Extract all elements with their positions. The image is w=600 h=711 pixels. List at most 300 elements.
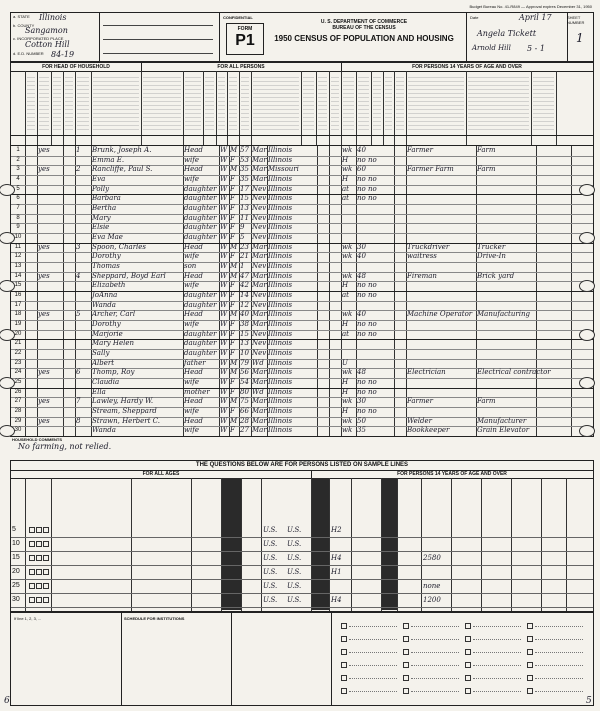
cell-age: 12 <box>240 300 249 309</box>
cell-relationship: wife <box>184 426 199 435</box>
sample-line-number: 10 <box>12 540 20 547</box>
cell-household: 7 <box>76 397 81 406</box>
colhead-fineprint <box>318 77 327 133</box>
cell-work <box>342 233 354 243</box>
cell-industry <box>477 156 535 166</box>
sheet-value: 1 <box>576 31 584 45</box>
cell-household: 8 <box>76 416 81 425</box>
cell-industry <box>477 320 535 330</box>
enumerator-value: Angela Tickett <box>477 29 537 38</box>
cell-marital: Mar <box>252 426 267 435</box>
cell-line: 28 <box>14 408 22 414</box>
sample-title: THE QUESTIONS BELOW ARE FOR PERSONS LISTED ON SAMPLE LINES <box>11 461 593 471</box>
cell-name: Eva <box>92 175 106 183</box>
cell-occupation <box>407 301 475 311</box>
sample-row <box>11 565 593 580</box>
footer-checkbox <box>403 649 409 655</box>
cell-farm <box>38 214 60 224</box>
cell-hours: 30 <box>357 397 366 406</box>
cell-household <box>76 233 88 243</box>
cell-occupation <box>407 407 475 417</box>
cell-marital: Mar <box>252 252 267 261</box>
footer-checkbox <box>465 649 471 655</box>
cell-birthplace: Illinois <box>268 213 293 222</box>
sample-mother-birth: U.S. <box>287 554 302 562</box>
cell-line: 27 <box>14 398 22 405</box>
colhead-fineprint <box>331 77 339 133</box>
cell-line: 1 <box>16 147 20 153</box>
cell-farm: yes <box>38 416 50 425</box>
cell-race: W <box>220 252 228 261</box>
cell-name: Sally <box>92 349 110 357</box>
table-row <box>11 426 593 437</box>
cell-occupation: Fireman <box>407 271 437 280</box>
cell-farm <box>38 388 60 398</box>
cell-industry <box>477 175 535 185</box>
cell-occupation: waitress <box>407 252 437 261</box>
form-p1-box <box>226 23 264 55</box>
cell-line: 12 <box>14 253 22 260</box>
cell-sex: F <box>230 175 235 183</box>
cell-farm <box>38 426 60 436</box>
state-label: a. STATE <box>13 14 30 19</box>
cell-farm <box>38 233 60 243</box>
enumerator-cell <box>466 13 568 61</box>
sample-line-marker <box>0 184 15 196</box>
footer-checkbox <box>403 636 409 642</box>
cell-farm <box>38 378 60 388</box>
sample-income <box>423 523 451 537</box>
cell-work: wk <box>342 310 353 319</box>
cell-age: 54 <box>240 378 249 386</box>
cell-sex: M <box>230 242 238 251</box>
cell-work: wk <box>342 146 353 154</box>
cell-household <box>76 320 88 330</box>
cell-occupation <box>407 223 475 233</box>
cell-relationship: daughter <box>184 194 217 203</box>
footer-checkbox <box>341 636 347 642</box>
cell-race: W <box>220 329 228 338</box>
sample-checkbox <box>43 555 49 561</box>
cell-race: W <box>220 194 228 203</box>
cell-birthplace: Illinois <box>268 310 293 319</box>
cell-birthplace: Illinois <box>268 271 293 280</box>
cell-occupation <box>407 349 475 359</box>
colhead-rule <box>216 71 217 145</box>
cell-household <box>76 330 88 340</box>
cell-hours: 40 <box>357 310 366 319</box>
cell-age: 38 <box>240 320 249 328</box>
cell-industry <box>477 349 535 359</box>
colhead-fineprint <box>229 77 237 133</box>
colhead-rule <box>37 71 38 145</box>
cell-occupation <box>407 291 475 301</box>
sample-checkbox <box>29 569 35 575</box>
footer-fill-line <box>473 626 521 627</box>
cell-farm: yes <box>38 397 50 406</box>
sample-father-birth: U.S. <box>263 526 278 534</box>
colhead-fineprint <box>143 77 181 133</box>
colhead-rule <box>466 71 467 145</box>
cell-race: W <box>220 378 228 386</box>
cell-name: Thomas <box>92 262 120 270</box>
footer-checkbox <box>403 623 409 629</box>
cell-industry: Manufacturer <box>477 416 527 425</box>
cell-work: H <box>342 281 349 290</box>
cell-sex: M <box>230 146 238 154</box>
cell-household <box>76 204 88 214</box>
colhead-fineprint <box>65 77 73 133</box>
footer-checkbox <box>341 675 347 681</box>
colhead-rule <box>63 71 64 145</box>
cell-work: wk <box>342 416 353 425</box>
cell-race: W <box>220 262 228 270</box>
cell-birthplace: Illinois <box>268 407 293 415</box>
cell-race: W <box>220 155 228 164</box>
cell-sex: M <box>230 416 238 425</box>
cell-farm <box>38 301 60 311</box>
cell-sex: M <box>230 271 238 280</box>
cell-farm <box>38 185 60 195</box>
cell-marital: Mar <box>252 155 267 164</box>
sample-grade: H4 <box>331 596 342 604</box>
cell-name: Polly <box>92 184 110 193</box>
cell-relationship: daughter <box>184 300 217 309</box>
colhead-fineprint <box>373 77 381 133</box>
cell-occupation: Truckdriver <box>407 242 450 251</box>
footer-fill-line <box>349 678 397 679</box>
cell-relationship: father <box>184 358 206 367</box>
cell-hours: no no <box>357 329 377 338</box>
cell-industry: Farm <box>477 165 496 174</box>
colhead-rule <box>203 71 204 145</box>
cell-relationship: Head <box>184 368 203 377</box>
cell-sex: M <box>230 262 238 270</box>
sample-checkbox <box>43 597 49 603</box>
sample-age14: FOR PERSONS 14 YEARS OF AGE AND OVER <box>311 470 593 479</box>
footer-checkbox <box>465 688 471 694</box>
footer-checkbox <box>341 623 347 629</box>
cell-age: 11 <box>240 213 249 222</box>
sample-checkbox <box>43 569 49 575</box>
cell-sex: F <box>230 155 235 164</box>
cell-hours: no no <box>357 387 377 396</box>
footer-fill-line <box>411 691 459 692</box>
cell-race: W <box>220 407 228 415</box>
cell-race: W <box>220 320 228 328</box>
footer-fill-line <box>535 639 583 640</box>
footer-fill-line <box>411 639 459 640</box>
colhead-fineprint <box>218 77 225 133</box>
cell-line: 17 <box>14 301 22 308</box>
cell-age: 15 <box>240 329 249 338</box>
cell-farm <box>38 194 60 204</box>
footer-fill-line <box>349 626 397 627</box>
cell-age: 53 <box>240 155 249 164</box>
cell-name: Barbara <box>92 194 121 203</box>
cell-race: W <box>220 233 228 241</box>
cell-line: 7 <box>16 205 20 211</box>
sample-checkbox <box>29 583 35 589</box>
cell-hours: no no <box>357 175 377 183</box>
cell-household <box>76 378 88 388</box>
sample-checkbox <box>36 541 42 547</box>
cell-name: Mary <box>92 213 111 222</box>
cell-hours <box>357 233 393 243</box>
sample-mother-birth: U.S. <box>287 582 302 590</box>
cell-industry <box>477 339 535 349</box>
cell-sex: F <box>230 407 235 415</box>
cell-hours: no no <box>357 281 377 290</box>
cell-marital: Mar <box>252 397 267 406</box>
colhead-fineprint <box>533 77 554 133</box>
cell-birthplace: Illinois <box>268 262 293 270</box>
cell-industry <box>477 378 535 388</box>
sample-checkbox <box>43 541 49 547</box>
cell-industry <box>477 281 535 291</box>
cell-race: W <box>220 426 228 435</box>
cell-farm <box>38 262 60 272</box>
cell-race: W <box>220 397 228 406</box>
cell-farm <box>38 252 60 262</box>
colhead-fineprint <box>241 77 249 133</box>
sample-mother-birth: U.S. <box>287 526 302 534</box>
cell-industry: Farm <box>477 397 496 406</box>
sample-line-number: 20 <box>12 568 20 575</box>
cell-race: W <box>220 368 228 377</box>
cell-farm <box>38 223 60 233</box>
cell-occupation <box>407 214 475 224</box>
sample-father-birth: U.S. <box>263 596 278 604</box>
cell-relationship: Head <box>184 146 203 154</box>
sample-father-birth: U.S. <box>263 582 278 590</box>
form-label: FORM <box>237 26 253 32</box>
dept-label: U. S. DEPARTMENT OF COMMERCE <box>320 19 408 25</box>
colhead-fineprint <box>408 77 464 133</box>
county-value: Sangamon <box>25 26 68 35</box>
cell-work: at <box>342 329 349 338</box>
cell-line: 19 <box>14 321 22 327</box>
cell-industry <box>477 262 535 272</box>
cell-birthplace: Illinois <box>268 252 293 261</box>
cell-hours <box>357 262 393 272</box>
cell-industry <box>477 388 535 398</box>
cell-industry: Grain Elevator <box>477 426 530 435</box>
cell-name: Emma E. <box>92 155 125 164</box>
cell-line: 22 <box>14 350 22 356</box>
cell-household <box>76 301 88 311</box>
sample-income <box>423 537 451 551</box>
cell-occupation <box>407 175 475 185</box>
cell-marital: Mar <box>252 175 267 183</box>
cell-birthplace: Illinois <box>268 339 293 348</box>
cell-marital: Nev <box>252 291 267 299</box>
cell-work: U <box>342 358 348 367</box>
colhead-rule <box>251 71 252 145</box>
cell-farm <box>38 175 60 185</box>
cell-sex: F <box>230 300 235 309</box>
cell-industry <box>477 359 535 369</box>
cell-occupation: Machine Operator <box>407 310 473 319</box>
cell-industry <box>477 330 535 340</box>
cell-line: 5 <box>16 185 20 192</box>
cell-relationship: daughter <box>184 349 217 357</box>
cell-farm <box>38 291 60 301</box>
colhead-number-row <box>11 135 593 136</box>
sample-checkbox <box>43 527 49 533</box>
cell-line: 3 <box>16 166 20 173</box>
sample-checkbox <box>29 597 35 603</box>
colhead-fineprint <box>185 77 201 133</box>
cell-birthplace: Illinois <box>268 358 293 367</box>
cell-name: Elizabeth <box>92 281 126 290</box>
footer-checkbox <box>403 675 409 681</box>
cell-relationship: daughter <box>184 213 217 222</box>
cell-household <box>76 223 88 233</box>
cell-occupation <box>407 204 475 214</box>
cell-marital: Mar <box>252 320 267 328</box>
cell-hours <box>357 339 393 349</box>
cell-marital: Mar <box>252 271 267 280</box>
cell-household <box>76 426 88 436</box>
cell-sex: F <box>230 252 235 261</box>
colhead-rule <box>25 71 26 145</box>
cell-marital: Mar <box>252 242 267 251</box>
cell-hours: 60 <box>357 165 366 174</box>
cell-name: Strawn, Herbert C. <box>92 416 161 425</box>
cell-relationship: wife <box>184 378 199 386</box>
cell-sex: F <box>230 204 235 212</box>
cell-household <box>76 252 88 262</box>
cell-line: 13 <box>14 263 22 269</box>
cell-marital: Nev <box>252 262 267 270</box>
cell-sex: M <box>230 397 238 406</box>
district-label: c. INCORPORATED PLACE <box>13 36 64 41</box>
cell-hours: 50 <box>357 416 366 425</box>
supervisor-value: Arnold Hill <box>472 44 511 52</box>
cell-race: W <box>220 223 228 232</box>
cell-work: wk <box>342 271 353 280</box>
cell-work <box>342 339 354 349</box>
sample-checkbox <box>29 527 35 533</box>
footer-checkbox <box>527 662 533 668</box>
footer-block <box>10 612 594 706</box>
cell-relationship: wife <box>184 320 199 328</box>
cell-birthplace: Illinois <box>268 223 293 232</box>
footer-box-3 <box>231 613 332 705</box>
cell-birthplace: Illinois <box>268 184 293 193</box>
colhead-fineprint <box>253 77 299 133</box>
county-label: b. COUNTY <box>13 23 35 28</box>
footer-fill-line <box>349 665 397 666</box>
cell-occupation <box>407 320 475 330</box>
cell-birthplace: Illinois <box>268 426 293 435</box>
cell-work <box>342 301 354 311</box>
sample-section <box>10 460 594 612</box>
cell-work: H <box>342 320 349 328</box>
cell-relationship: Head <box>184 165 203 174</box>
sample-income: 1200 <box>423 596 441 604</box>
colhead-fineprint <box>385 77 392 133</box>
cell-relationship: daughter <box>184 184 217 193</box>
cell-marital: Mar <box>252 310 267 319</box>
sample-line-number: 15 <box>12 554 20 561</box>
cell-sex: M <box>230 358 238 367</box>
colhead-rule <box>556 71 557 145</box>
cell-work <box>342 349 354 359</box>
cell-marital: Mar <box>252 368 267 377</box>
cell-relationship: son <box>184 262 197 270</box>
footer-box-2 <box>121 613 232 705</box>
cell-race: W <box>220 146 228 154</box>
cell-race: W <box>220 339 228 348</box>
cell-household: 6 <box>76 368 81 377</box>
sample-checkbox <box>29 555 35 561</box>
cell-marital: Nev <box>252 213 267 222</box>
cell-industry <box>477 223 535 233</box>
cell-marital: Nev <box>252 184 267 193</box>
bureau-label: BUREAU OF THE CENSUS <box>332 25 396 31</box>
cell-line: 6 <box>16 195 20 202</box>
footer-box-1 <box>11 613 122 705</box>
cell-age: 57 <box>240 146 249 154</box>
cell-age: 35 <box>240 165 249 174</box>
footer-fill-line <box>411 626 459 627</box>
cell-sex: F <box>230 387 235 396</box>
cell-name: Archer, Carl <box>92 310 136 319</box>
cell-race: W <box>220 175 228 183</box>
cell-name: Ella <box>92 387 106 396</box>
cell-household: 1 <box>76 146 81 154</box>
cell-work: at <box>342 194 349 203</box>
cell-work: H <box>342 155 349 164</box>
footer-checkbox <box>527 636 533 642</box>
household-note <box>12 437 312 457</box>
footer-checkbox <box>403 688 409 694</box>
cell-work: H <box>342 175 349 183</box>
cell-farm: yes <box>38 271 50 280</box>
cell-name: Thomp, Roy <box>92 368 135 377</box>
cell-marital: Mar <box>252 416 267 425</box>
sample-mother-birth: U.S. <box>287 568 302 576</box>
cell-age: 10 <box>240 349 249 357</box>
cell-marital: Nev <box>252 300 267 309</box>
sample-income <box>423 565 451 579</box>
cell-hours: no no <box>357 184 377 193</box>
cell-relationship: daughter <box>184 223 217 232</box>
cell-industry <box>477 291 535 301</box>
colhead-rule <box>51 71 52 145</box>
cell-name: Eva Mae <box>92 233 123 241</box>
cell-sex: M <box>230 310 238 319</box>
colhead-fineprint <box>53 77 61 133</box>
cell-farm: yes <box>38 368 50 377</box>
cell-occupation: Welder <box>407 416 432 425</box>
cell-line: 24 <box>14 369 22 376</box>
sample-checkbox <box>29 541 35 547</box>
cell-race: W <box>220 358 228 367</box>
footer-fill-line <box>411 652 459 653</box>
footer-checkbox <box>341 649 347 655</box>
cell-marital: Mar <box>252 281 267 290</box>
cell-line: 10 <box>14 234 22 240</box>
date-label: Date <box>470 15 479 20</box>
cell-farm <box>38 407 60 417</box>
cell-occupation: Electrician <box>407 368 446 377</box>
cell-sex: F <box>230 426 235 435</box>
cell-industry: Farm <box>477 146 496 154</box>
cell-farm <box>38 349 60 359</box>
